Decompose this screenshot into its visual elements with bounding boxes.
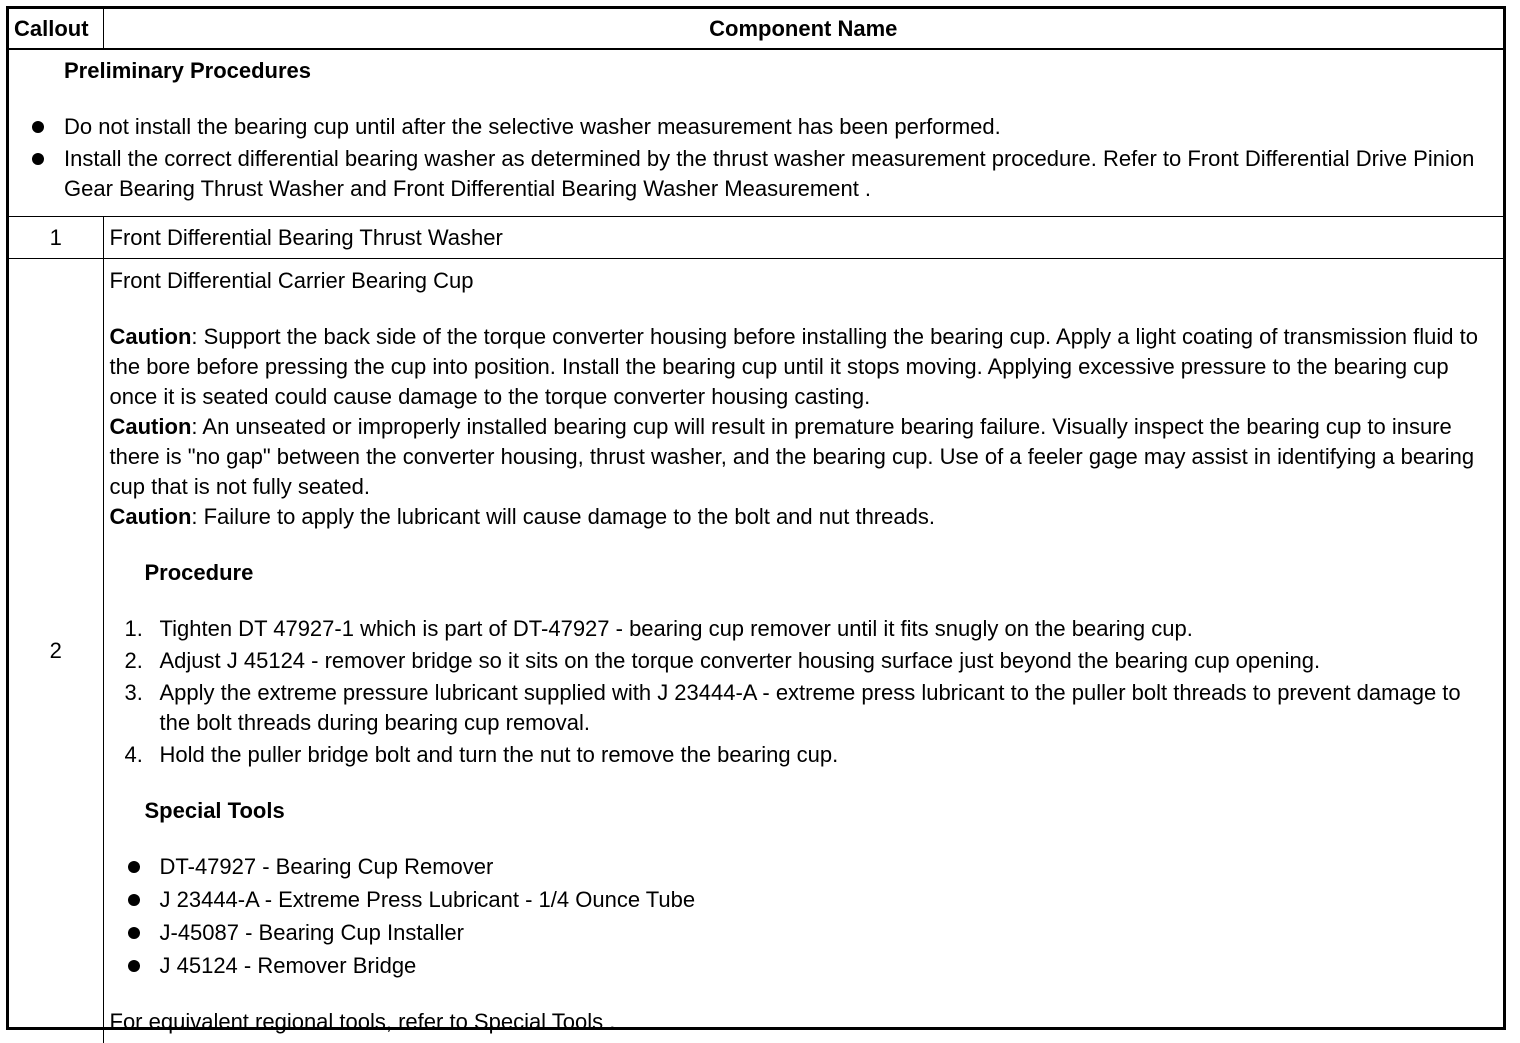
component-details-cell: [103, 259, 1503, 1043]
special-tool-item: J 23444-A - Extreme Press Lubricant - 1/4 Ounce Tube: [110, 885, 1494, 915]
caution-label: Caution: [110, 324, 192, 349]
procedure-title: Procedure: [145, 558, 1494, 588]
table-header-row: [9, 9, 1503, 49]
caution-note: [110, 502, 1494, 532]
procedure-steps: [110, 614, 1494, 770]
special-tools-list: [110, 852, 1494, 981]
caution-text: : Support the back side of the torque converter housing before installing the bearing cup. Apply a light coating of transmission fluid to the bore before pressing the cup into position. Install the bearing cup until it stops moving. Applying excessive pressure to the bearing cup once it is seated could cause damage to the torque converter housing casting.: [110, 324, 1478, 409]
procedure-step: [110, 646, 1494, 676]
callout-number: 2: [9, 259, 103, 1043]
special-tool-item: J 45124 - Remover Bridge: [110, 951, 1494, 981]
table-row: [9, 259, 1503, 1043]
preliminary-procedures-title: Preliminary Procedures: [64, 56, 1493, 86]
preliminary-row: [9, 49, 1503, 217]
procedure-step: [110, 614, 1494, 644]
special-tool-item: DT-47927 - Bearing Cup Remover: [110, 852, 1494, 882]
component-table-frame: [6, 6, 1506, 1030]
step-text: Tighten DT 47927-1 which is part of DT-47927 - bearing cup remover until it fits snugly on the bearing cup.: [160, 616, 1193, 641]
step-text: Apply the extreme pressure lubricant supplied with J 23444-A - extreme press lubricant to the puller bolt threads to prevent damage to the bolt threads during bearing cup removal.: [160, 680, 1461, 735]
caution-block: [110, 322, 1494, 532]
callout-column-header: Callout: [9, 9, 103, 49]
procedure-step: [110, 678, 1494, 738]
step-text: Hold the puller bridge bolt and turn the nut to remove the bearing cup.: [160, 742, 839, 767]
caution-note: [110, 322, 1494, 412]
preliminary-item: Do not install the bearing cup until after the selective washer measurement has been performed.: [29, 112, 1493, 142]
preliminary-procedures-cell: [9, 49, 1503, 217]
procedure-step: [110, 740, 1494, 770]
table-row: [9, 217, 1503, 259]
component-name: Front Differential Carrier Bearing Cup: [110, 266, 1494, 296]
preliminary-list: [29, 112, 1493, 204]
component-table: [9, 9, 1503, 1043]
caution-text: : Failure to apply the lubricant will cause damage to the bolt and nut threads.: [191, 504, 935, 529]
step-text: Adjust J 45124 - remover bridge so it sits on the torque converter housing surface just beyond the bearing cup opening.: [160, 648, 1321, 673]
component-name-column-header: Component Name: [103, 9, 1503, 49]
component-name: Front Differential Bearing Thrust Washer: [103, 217, 1503, 259]
special-tool-item: J-45087 - Bearing Cup Installer: [110, 918, 1494, 948]
special-tools-title: Special Tools: [145, 796, 1494, 826]
callout-number: 1: [9, 217, 103, 259]
caution-text: : An unseated or improperly installed bearing cup will result in premature bearing failure. Visually inspect the bearing cup to insure there is "no gap" between the converter housing, thrust washer, and the bearing cup. Use of a feeler gage may assist in identifying a bearing cup that is not fully seated.: [110, 414, 1475, 499]
caution-note: [110, 412, 1494, 502]
step-number: 3.: [125, 678, 143, 708]
step-number: 2.: [125, 646, 143, 676]
step-number: 1.: [125, 614, 143, 644]
caution-label: Caution: [110, 504, 192, 529]
regional-tools-note: For equivalent regional tools, refer to Special Tools .: [110, 1007, 1494, 1037]
caution-label: Caution: [110, 414, 192, 439]
step-number: 4.: [125, 740, 143, 770]
preliminary-item: Install the correct differential bearing washer as determined by the thrust washer measurement procedure. Refer to Front Differential Drive Pinion Gear Bearing Thrust Washer and Front Differential Bearing Washer Measurement .: [29, 144, 1493, 204]
